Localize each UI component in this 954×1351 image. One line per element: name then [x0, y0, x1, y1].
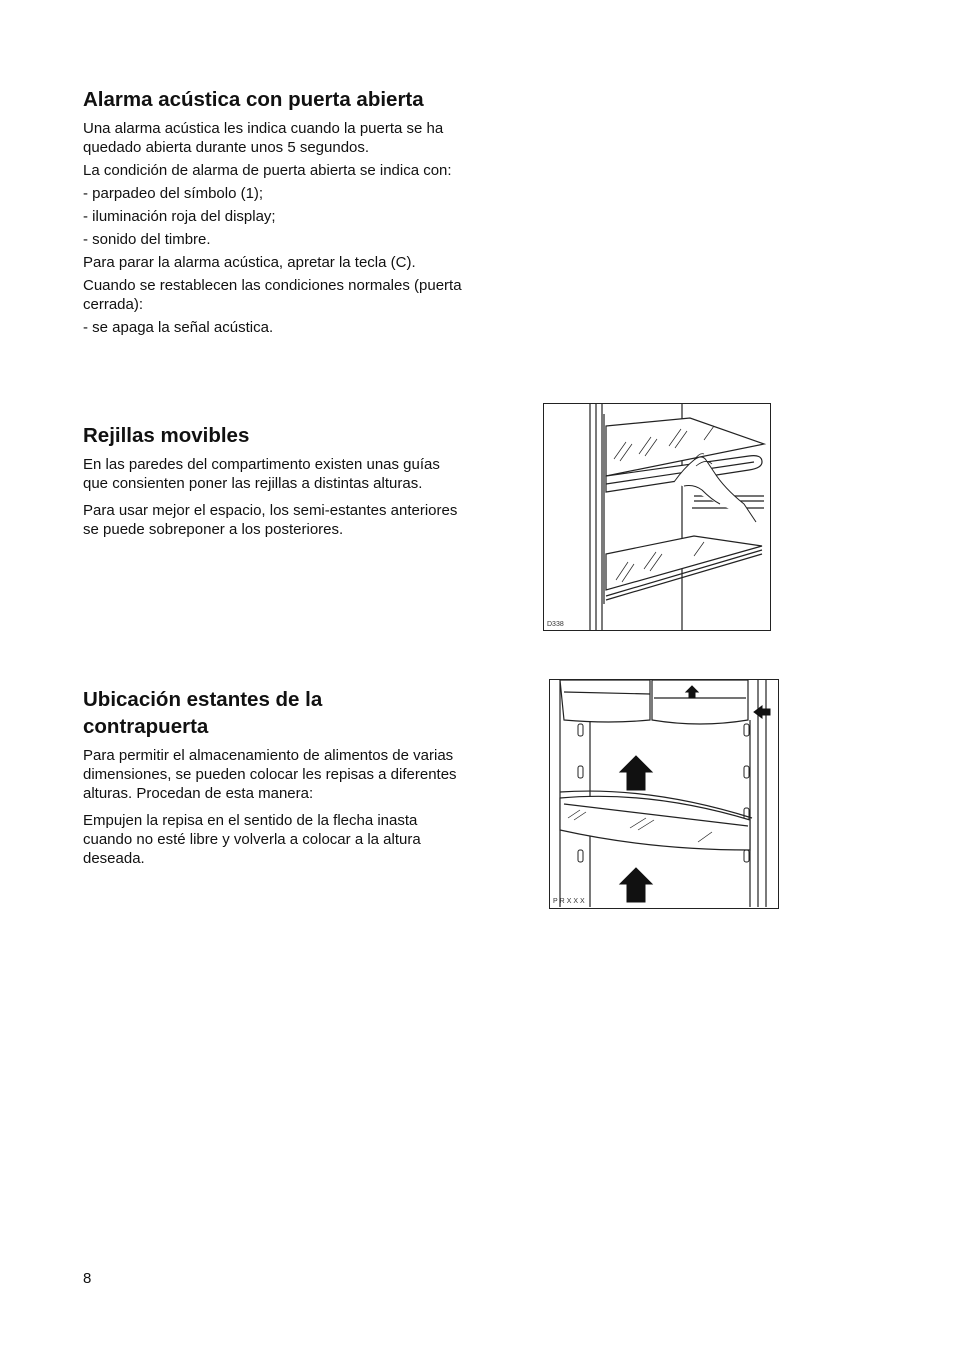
list-item: - iluminación roja del display;: [83, 208, 276, 225]
paragraph: La condición de alarma de puerta abierta se indica con:: [83, 162, 452, 179]
paragraph: Para parar la alarma acústica, apretar la tecla (C).: [83, 254, 416, 271]
title-line: Ubicación estantes de la: [83, 688, 323, 711]
section-door-alarm: [83, 86, 463, 341]
door-shelves-illustration: [549, 679, 779, 909]
paragraph: Una alarma acústica les indica cuando la puerta se ha quedado abierta durante unos 5 segundos.: [83, 120, 444, 156]
paragraph: En las paredes del compartimento existen unas guías que consienten poner las rejillas a distintas alturas.: [83, 456, 440, 492]
figure-code: PRXXX: [553, 898, 587, 905]
list-item: - sonido del timbre.: [83, 231, 211, 248]
section-title: [83, 686, 463, 740]
paragraph: Cuando se restablecen las condiciones normales (puerta cerrada):: [83, 277, 462, 313]
figure-code: D338: [547, 621, 564, 628]
section-title: Alarma acústica con puerta abierta: [83, 88, 424, 111]
shelves-drawing: [544, 404, 770, 630]
page-number: 8: [83, 1270, 92, 1287]
paragraph: Para usar mejor el espacio, los semi-estantes anteriores se puede sobreponer a los posteriores.: [83, 502, 458, 538]
paragraph: Empujen la repisa en el sentido de la flecha inasta cuando no esté libre y volverla a colocar a la altura deseada.: [83, 812, 421, 867]
section-movable-shelves: [83, 422, 463, 543]
list-item: - parpadeo del símbolo (1);: [83, 185, 264, 202]
paragraph: Para permitir el almacenamiento de alimentos de varias dimensiones, se pueden colocar les repisas a diferentes alturas. Procedan de esta manera:: [83, 747, 457, 802]
list-item: - se apaga la señal acústica.: [83, 319, 274, 336]
shelves-illustration: [543, 403, 771, 631]
section-door-shelves: [83, 686, 463, 872]
section-title: Rejillas movibles: [83, 424, 250, 447]
title-line: contrapuerta: [83, 715, 209, 738]
door-shelves-drawing: [550, 680, 777, 907]
